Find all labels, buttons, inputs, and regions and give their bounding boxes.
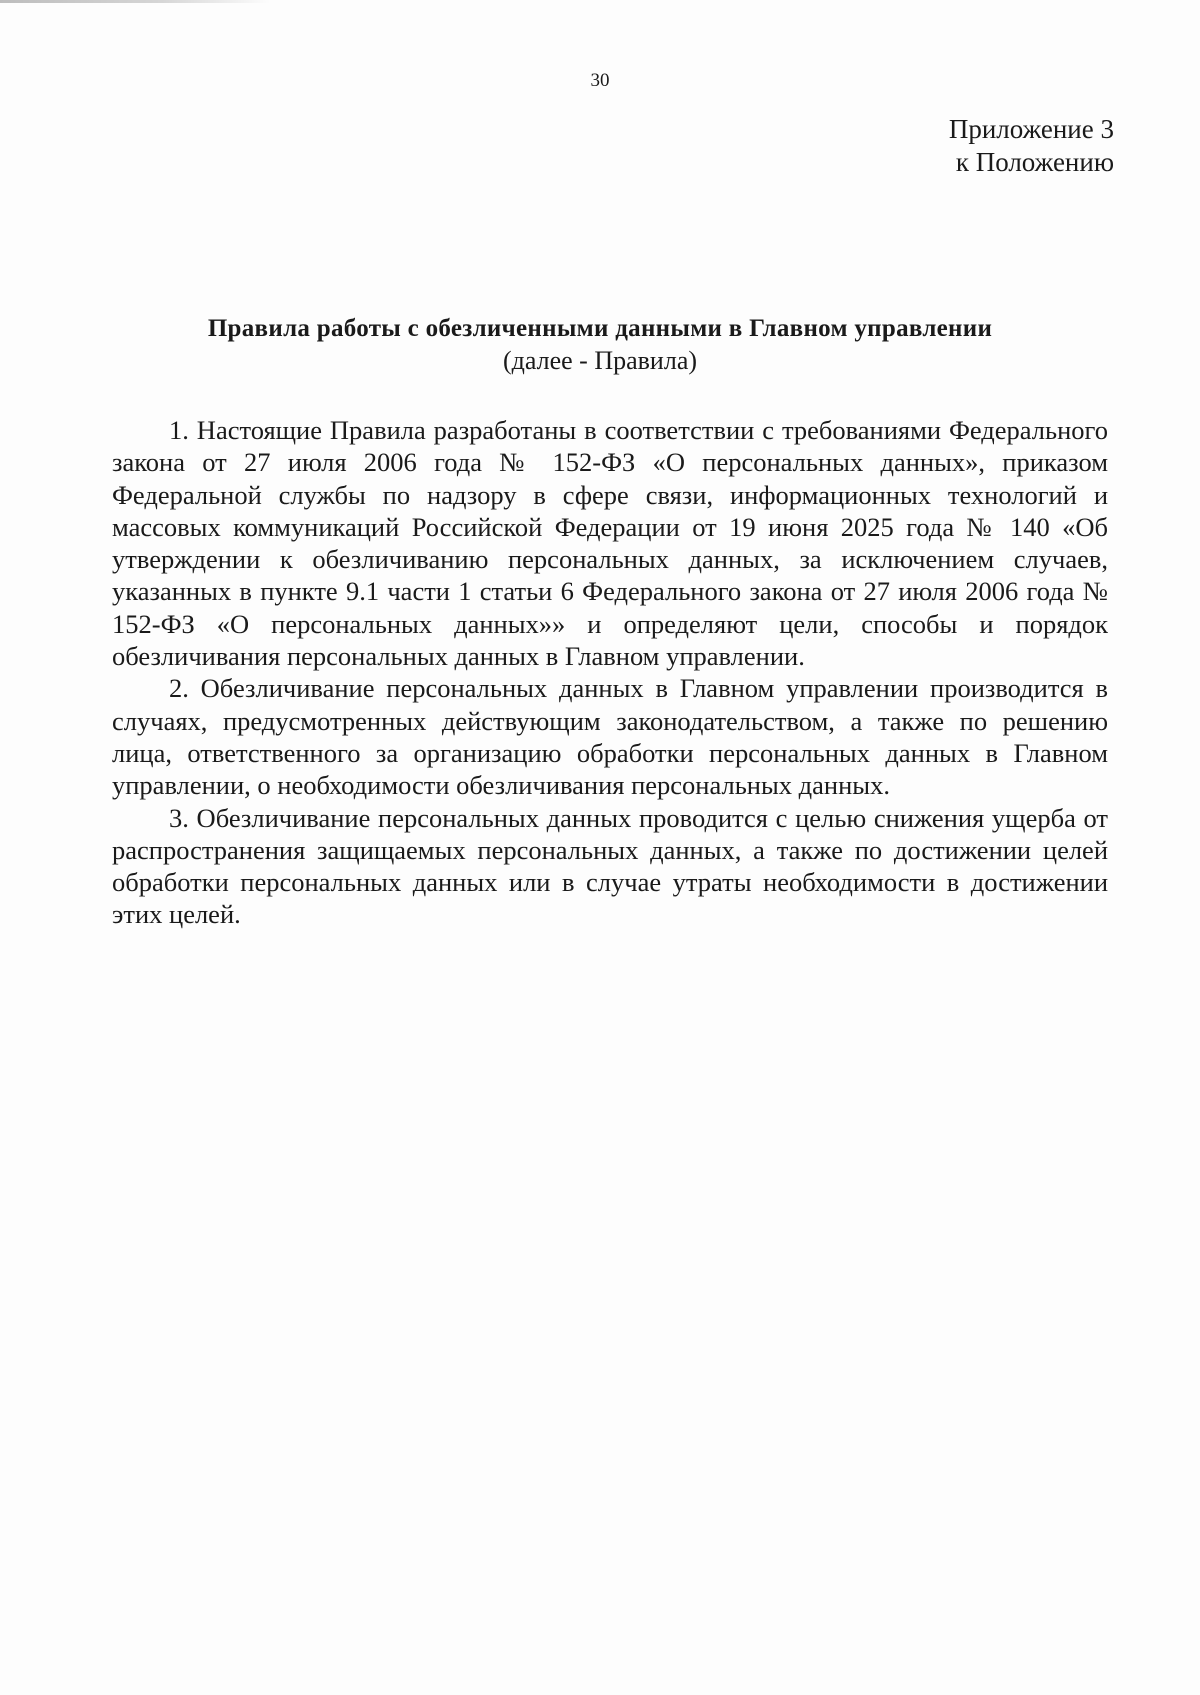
appendix-line-2: к Положению — [955, 147, 1114, 177]
paragraph-3: 3. Обезличивание персональных данных проводится с целью снижения ущерба от распространения защищаемых персональных данных, а также по достижении целей обработки персональных данных или в случае утраты необходимости в достижении этих целей. — [112, 802, 1108, 930]
title-block — [0, 313, 1200, 377]
paragraph-2: 2. Обезличивание персональных данных в Главном управлении производится в случаях, предусмотренных действующим законодательством, а также по решению лица, ответственного за организацию обработки персональных данных в Главном управлении, о необходимости обезличивания персональных данных. — [112, 673, 1108, 801]
document-body — [112, 414, 1108, 931]
appendix-reference — [949, 113, 1114, 179]
document-subtitle: (далее - Правила) — [502, 346, 698, 375]
paragraph-1: 1. Настоящие Правила разработаны в соответствии с требованиями Федерального закона от 27 июля 2006 года № 152-ФЗ «О персональных данных», приказом Федеральной службы по надзору в сфере связи, информационных технологий и массовых коммуникаций Российской Федерации от 19 июня 2025 года № 140 «Об утверждении к обезличиванию персональных данных, за исключением случаев, указанных в пункте 9.1 части 1 статьи 6 Федерального закона от 27 июля 2006 года № 152-ФЗ «О персональных данных»» и определяют цели, способы и порядок обезличивания персональных данных в Главном управлении. — [112, 415, 1108, 672]
page-number: 30 — [590, 70, 610, 91]
document-title: Правила работы с обезличенными данными в Главном управлении — [207, 315, 993, 342]
appendix-line-1: Приложение 3 — [948, 114, 1114, 144]
scan-edge-line — [0, 0, 270, 3]
